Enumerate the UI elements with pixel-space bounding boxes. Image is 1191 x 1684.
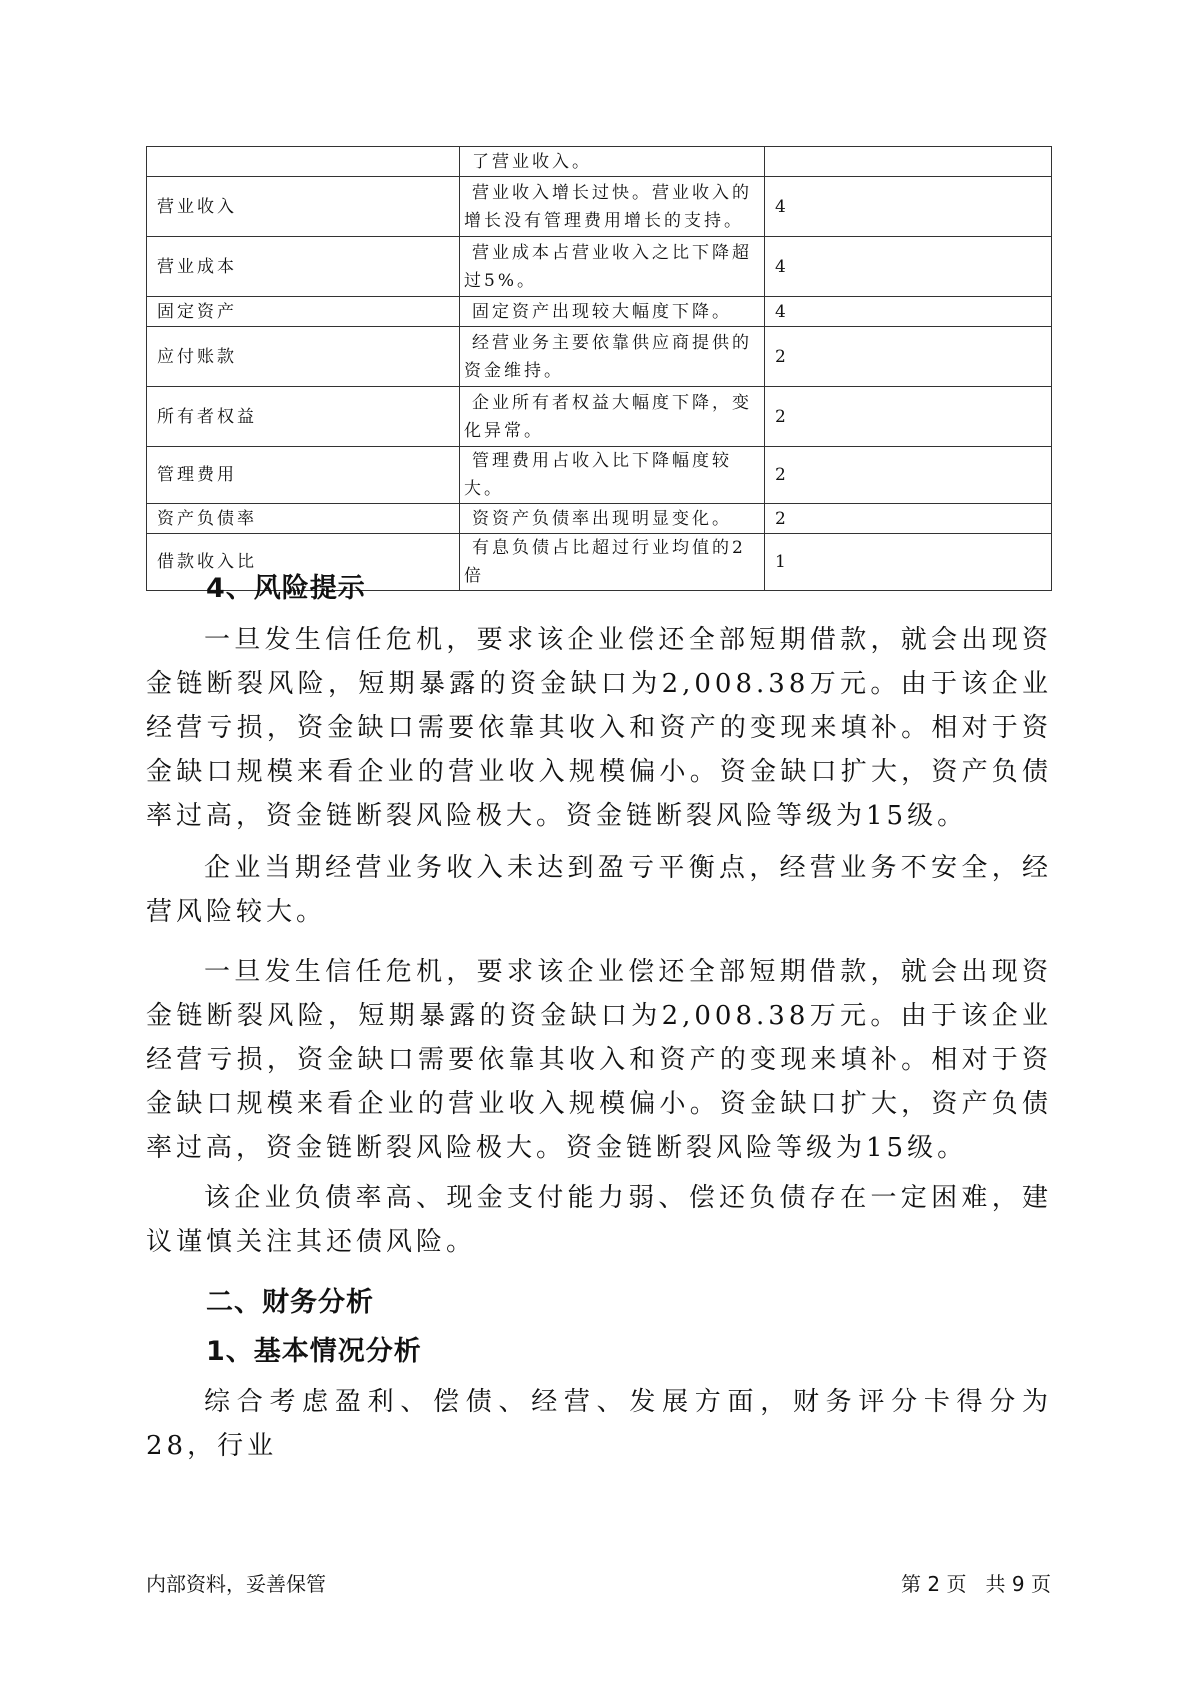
risk-level: 2 (765, 387, 1052, 447)
description-line: 企业所有者权益大幅度下降，变 (472, 392, 752, 413)
description-line: 化异常。 (464, 420, 544, 441)
indicator-description (460, 147, 765, 177)
indicator-name: 借款收入比 (147, 534, 460, 591)
indicator-name: 应付账款 (147, 327, 460, 387)
footer-confidential: 内部资料，妥善保管 (146, 1572, 326, 1596)
risk-level: 2 (765, 327, 1052, 387)
indicator-description (460, 177, 765, 237)
indicator-name: 资产负债率 (147, 504, 460, 534)
table-row (147, 447, 1052, 504)
analysis-paragraph: 综合考虑盈利、偿债、经营、发展方面，财务评分卡得分为28，行业 (146, 1387, 1052, 1461)
finance-section-heading: 二、财务分析 (206, 1287, 374, 1318)
description-line: 营业收入增长过快。营业收入的 (472, 182, 752, 203)
description-line: 管理费用占收入比下降幅度较大。 (464, 451, 732, 499)
indicator-description (460, 327, 765, 387)
table-row (147, 237, 1052, 297)
indicator-description (460, 504, 765, 534)
indicator-description (460, 447, 765, 504)
indicator-description (460, 387, 765, 447)
table-row (147, 297, 1052, 327)
risk-paragraph: 一旦发生信任危机，要求该企业偿还全部短期借款，就会出现资金链断裂风险，短期暴露的资金缺口为2,008.38万元。由于该企业经营亏损，资金缺口需要依靠其收入和资产的变现来填补。相对于资金缺口规模来看企业的营业收入规模偏小。资金缺口扩大，资产负债率过高，资金链断裂风险极大。资金链断裂风险等级为15级。 (146, 625, 1052, 831)
risk-level: 2 (765, 504, 1052, 534)
basic-analysis-heading: 1、基本情况分析 (206, 1336, 422, 1367)
description-line: 经营业务主要依靠供应商提供的 (472, 332, 752, 353)
risk-level: 4 (765, 237, 1052, 297)
risk-paragraph: 企业当期经营业务收入未达到盈亏平衡点，经营业务不安全，经营风险较大。 (146, 853, 1052, 927)
risk-paragraph: 一旦发生信任危机，要求该企业偿还全部短期借款，就会出现资金链断裂风险，短期暴露的资金缺口为2,008.38万元。由于该企业经营亏损，资金缺口需要依靠其收入和资产的变现来填补。相对于资金缺口规模来看企业的营业收入规模偏小。资金缺口扩大，资产负债率过高，资金链断裂风险极大。资金链断裂风险等级为15级。 (146, 957, 1052, 1163)
indicator-description (460, 297, 765, 327)
indicator-name: 营业收入 (147, 177, 460, 237)
risk-level (765, 147, 1052, 177)
risk-level: 4 (765, 297, 1052, 327)
description-line: 资金维持。 (464, 360, 564, 381)
risk-level: 1 (765, 534, 1052, 591)
description-line: 固定资产出现较大幅度下降。 (472, 301, 732, 322)
table-row (147, 147, 1052, 177)
indicator-name (147, 147, 460, 177)
indicator-name: 营业成本 (147, 237, 460, 297)
risk-level: 2 (765, 447, 1052, 504)
risk-level: 4 (765, 177, 1052, 237)
table-row (147, 504, 1052, 534)
table-row (147, 387, 1052, 447)
risk-indicator-table (146, 146, 1052, 591)
risk-paragraph: 该企业负债率高、现金支付能力弱、偿还负债存在一定困难，建议谨慎关注其还债风险。 (146, 1183, 1052, 1257)
description-line: 了营业收入。 (472, 151, 592, 172)
description-line: 过5%。 (464, 270, 537, 291)
description-line: 有息负债占比超过行业均值的2倍 (464, 538, 746, 586)
footer-page-number: 第 2 页 共 9 页 (901, 1572, 1051, 1596)
table-row (147, 327, 1052, 387)
table-row (147, 177, 1052, 237)
indicator-description (460, 237, 765, 297)
risk-section-heading: 4、风险提示 (206, 573, 366, 604)
indicator-name: 固定资产 (147, 297, 460, 327)
indicator-name: 所有者权益 (147, 387, 460, 447)
indicator-description (460, 534, 765, 591)
description-line: 营业成本占营业收入之比下降超 (472, 242, 752, 263)
description-line: 资资产负债率出现明显变化。 (472, 508, 732, 529)
description-line: 增长没有管理费用增长的支持。 (464, 210, 744, 231)
indicator-name: 管理费用 (147, 447, 460, 504)
